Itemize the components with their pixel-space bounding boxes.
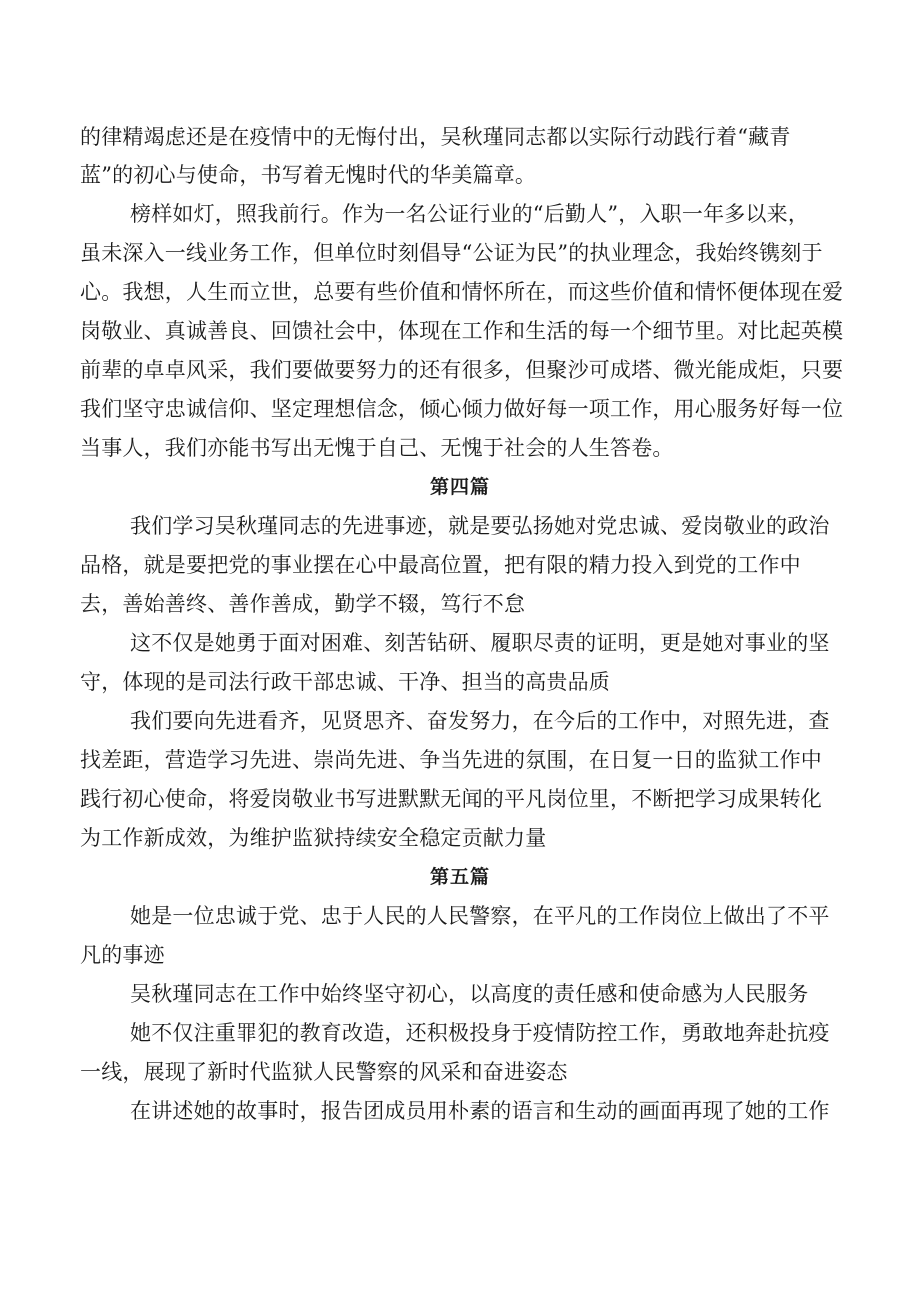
text-line: 去，善始善终、善作善成，勤学不辍，笃行不怠 xyxy=(80,592,526,616)
paragraph-start: 吴秋瑾同志在工作中始终坚守初心，以高度的责任感和使命感为人民服务 xyxy=(130,982,809,1006)
section-heading: 第五篇 xyxy=(429,866,490,888)
text-line: 为工作新成效，为维护监狱持续安全稳定贡献力量 xyxy=(80,826,547,850)
paragraph-start: 她是一位忠诚于党、忠于人民的人民警察，在平凡的工作岗位上做出了不平 xyxy=(130,904,830,928)
text-line: 前辈的卓卓风采，我们要做要努力的还有很多，但聚沙可成塔、微光能成炬，只要 xyxy=(80,358,844,382)
text-line: 品格，就是要把党的事业摆在心中最高位置，把有限的精力投入到党的工作中 xyxy=(80,553,801,577)
text-line: 凡的事迹 xyxy=(80,943,165,967)
paragraph-start: 这不仅是她勇于面对困难、刻苦钻研、履职尽责的证明，更是她对事业的坚 xyxy=(130,631,830,655)
paragraph-start: 我们要向先进看齐，见贤思齐、奋发努力，在今后的工作中，对照先进，查 xyxy=(130,709,830,733)
paragraph-start: 榜样如灯，照我前行。作为一名公证行业的“后勤人”，入职一年多以来， xyxy=(130,202,810,226)
text-line: 的律精竭虑还是在疫情中的无悔付出，吴秋瑾同志都以实际行动践行着“藏青 xyxy=(80,125,791,149)
text-line: 虽未深入一线业务工作，但单位时刻倡导“公证为民”的执业理念，我始终镌刻于 xyxy=(80,241,823,265)
text-line: 一线，展现了新时代监狱人民警察的风采和奋进姿态 xyxy=(80,1060,568,1084)
text-line: 找差距，营造学习先进、崇尚先进、争当先进的氛围，在日复一日的监狱工作中 xyxy=(80,748,822,772)
paragraph-start: 我们学习吴秋瑾同志的先进事迹，就是要弘扬她对党忠诚、爱岗敬业的政治 xyxy=(130,514,830,538)
text-line: 岗敬业、真诚善良、回馈社会中，体现在工作和生活的每一个细节里。对比起英模 xyxy=(80,319,844,343)
section-heading: 第四篇 xyxy=(429,476,490,498)
text-line: 守，体现的是司法行政干部忠诚、干净、担当的高贵品质 xyxy=(80,670,610,694)
text-line: 心。我想，人生而立世，总要有些价值和情怀所在，而这些价值和情怀便体现在爱 xyxy=(80,280,844,304)
text-line: 蓝”的初心与使命，书写着无愧时代的华美篇章。 xyxy=(80,163,537,187)
text-line: 践行初心使命，将爱岗敬业书写进默默无闻的平凡岗位里，不断把学习成果转化 xyxy=(80,787,822,811)
paragraph-start: 她不仅注重罪犯的教育改造，还积极投身于疫情防控工作，勇敢地奔赴抗疫 xyxy=(130,1021,830,1045)
text-line: 我们坚守忠诚信仰、坚定理想信念，倾心倾力做好每一项工作，用心服务好每一位 xyxy=(80,397,844,421)
paragraph-start: 在讲述她的故事时，报告团成员用朴素的语言和生动的画面再现了她的工作 xyxy=(130,1099,830,1123)
text-line: 当事人，我们亦能书写出无愧于自己、无愧于社会的人生答卷。 xyxy=(80,436,674,460)
